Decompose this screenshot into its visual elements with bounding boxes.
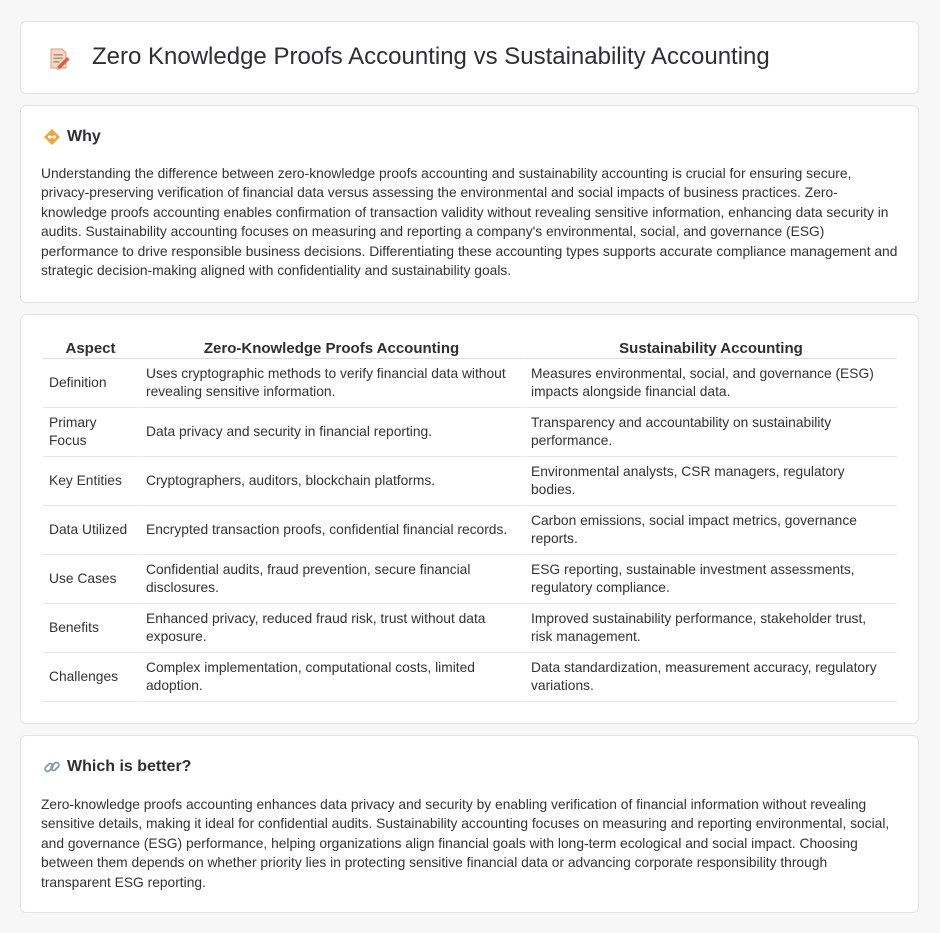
table-row <box>43 604 897 653</box>
zkp-cell: Cryptographers, auditors, blockchain platforms. <box>138 457 523 506</box>
why-heading <box>43 128 101 146</box>
why-body: Understanding the difference between zero-knowledge proofs accounting and sustainability accounting is crucial for ensuring secure, privacy-preserving verification of financial data versus assessing the environmental and social impacts of business practices. Zero-knowledge proofs accounting enables confirmation of transaction validity without revealing sensitive information, enhancing data security in audits. Sustainability accounting focuses on measuring and reporting a company's environmental, social, and governance (ESG) performance to drive responsible business decisions. Differentiating these accounting types supports accurate compliance management and strategic decision-making aligned with confidentiality and sustainability goals. <box>41 166 898 279</box>
aspect-cell: Benefits <box>43 604 138 653</box>
table-row <box>43 506 897 555</box>
sustainability-cell: Measures environmental, social, and governance (ESG) impacts alongside financial data. <box>523 359 897 408</box>
aspect-cell: Key Entities <box>43 457 138 506</box>
better-title: Which is better? <box>67 758 192 775</box>
table-row <box>43 457 897 506</box>
better-body: Zero-knowledge proofs accounting enhances data privacy and security by enabling verification of financial information without revealing sensitive details, making it ideal for confidential audits. Sustainability accounting focuses on measuring and reporting environmental, social, and governance (ESG) performance, helping organizations align financial goals with long-term ecological and social impact. Choosing between them depends on whether priority lies in protecting sensitive financial data or advancing corporate responsibility through transparent ESG reporting. <box>41 797 890 890</box>
aspect-cell: Use Cases <box>43 555 138 604</box>
aspect-cell: Primary Focus <box>43 408 138 457</box>
sustainability-cell: Carbon emissions, social impact metrics, governance reports. <box>523 506 897 555</box>
header-sustainability: Sustainability Accounting <box>523 335 897 359</box>
zkp-cell: Enhanced privacy, reduced fraud risk, trust without data exposure. <box>138 604 523 653</box>
comparison-card <box>20 314 919 724</box>
comparison-table <box>43 335 897 702</box>
page-title: Zero Knowledge Proofs Accounting vs Sustainability Accounting <box>92 43 770 70</box>
which-better-card <box>20 735 919 913</box>
table-row <box>43 555 897 604</box>
table-row <box>43 408 897 457</box>
zkp-cell: Complex implementation, computational costs, limited adoption. <box>138 653 523 702</box>
aspect-cell: Challenges <box>43 653 138 702</box>
table-row <box>43 653 897 702</box>
sustainability-cell: Data standardization, measurement accuracy, regulatory variations. <box>523 653 897 702</box>
header-zkp: Zero-Knowledge Proofs Accounting <box>138 335 523 359</box>
sustainability-cell: ESG reporting, sustainable investment assessments, regulatory compliance. <box>523 555 897 604</box>
better-heading <box>43 758 191 776</box>
why-title: Why <box>67 128 101 145</box>
table-row <box>43 359 897 408</box>
zkp-cell: Data privacy and security in financial reporting. <box>138 408 523 457</box>
zkp-cell: Confidential audits, fraud prevention, secure financial disclosures. <box>138 555 523 604</box>
sustainability-cell: Transparency and accountability on sustainability performance. <box>523 408 897 457</box>
header-aspect: Aspect <box>43 335 138 359</box>
zkp-cell: Uses cryptographic methods to verify financial data without revealing sensitive information. <box>138 359 523 408</box>
aspect-cell: Data Utilized <box>43 506 138 555</box>
why-card <box>20 105 919 303</box>
zkp-cell: Encrypted transaction proofs, confidential financial records. <box>138 506 523 555</box>
aspect-cell: Definition <box>43 359 138 408</box>
document-pencil-icon <box>45 46 71 72</box>
table-header-row <box>43 335 897 359</box>
header-card <box>20 21 919 94</box>
link-icon <box>43 758 61 776</box>
sustainability-cell: Environmental analysts, CSR managers, regulatory bodies. <box>523 457 897 506</box>
sustainability-cell: Improved sustainability performance, stakeholder trust, risk management. <box>523 604 897 653</box>
diamond-sign-icon <box>43 128 61 146</box>
